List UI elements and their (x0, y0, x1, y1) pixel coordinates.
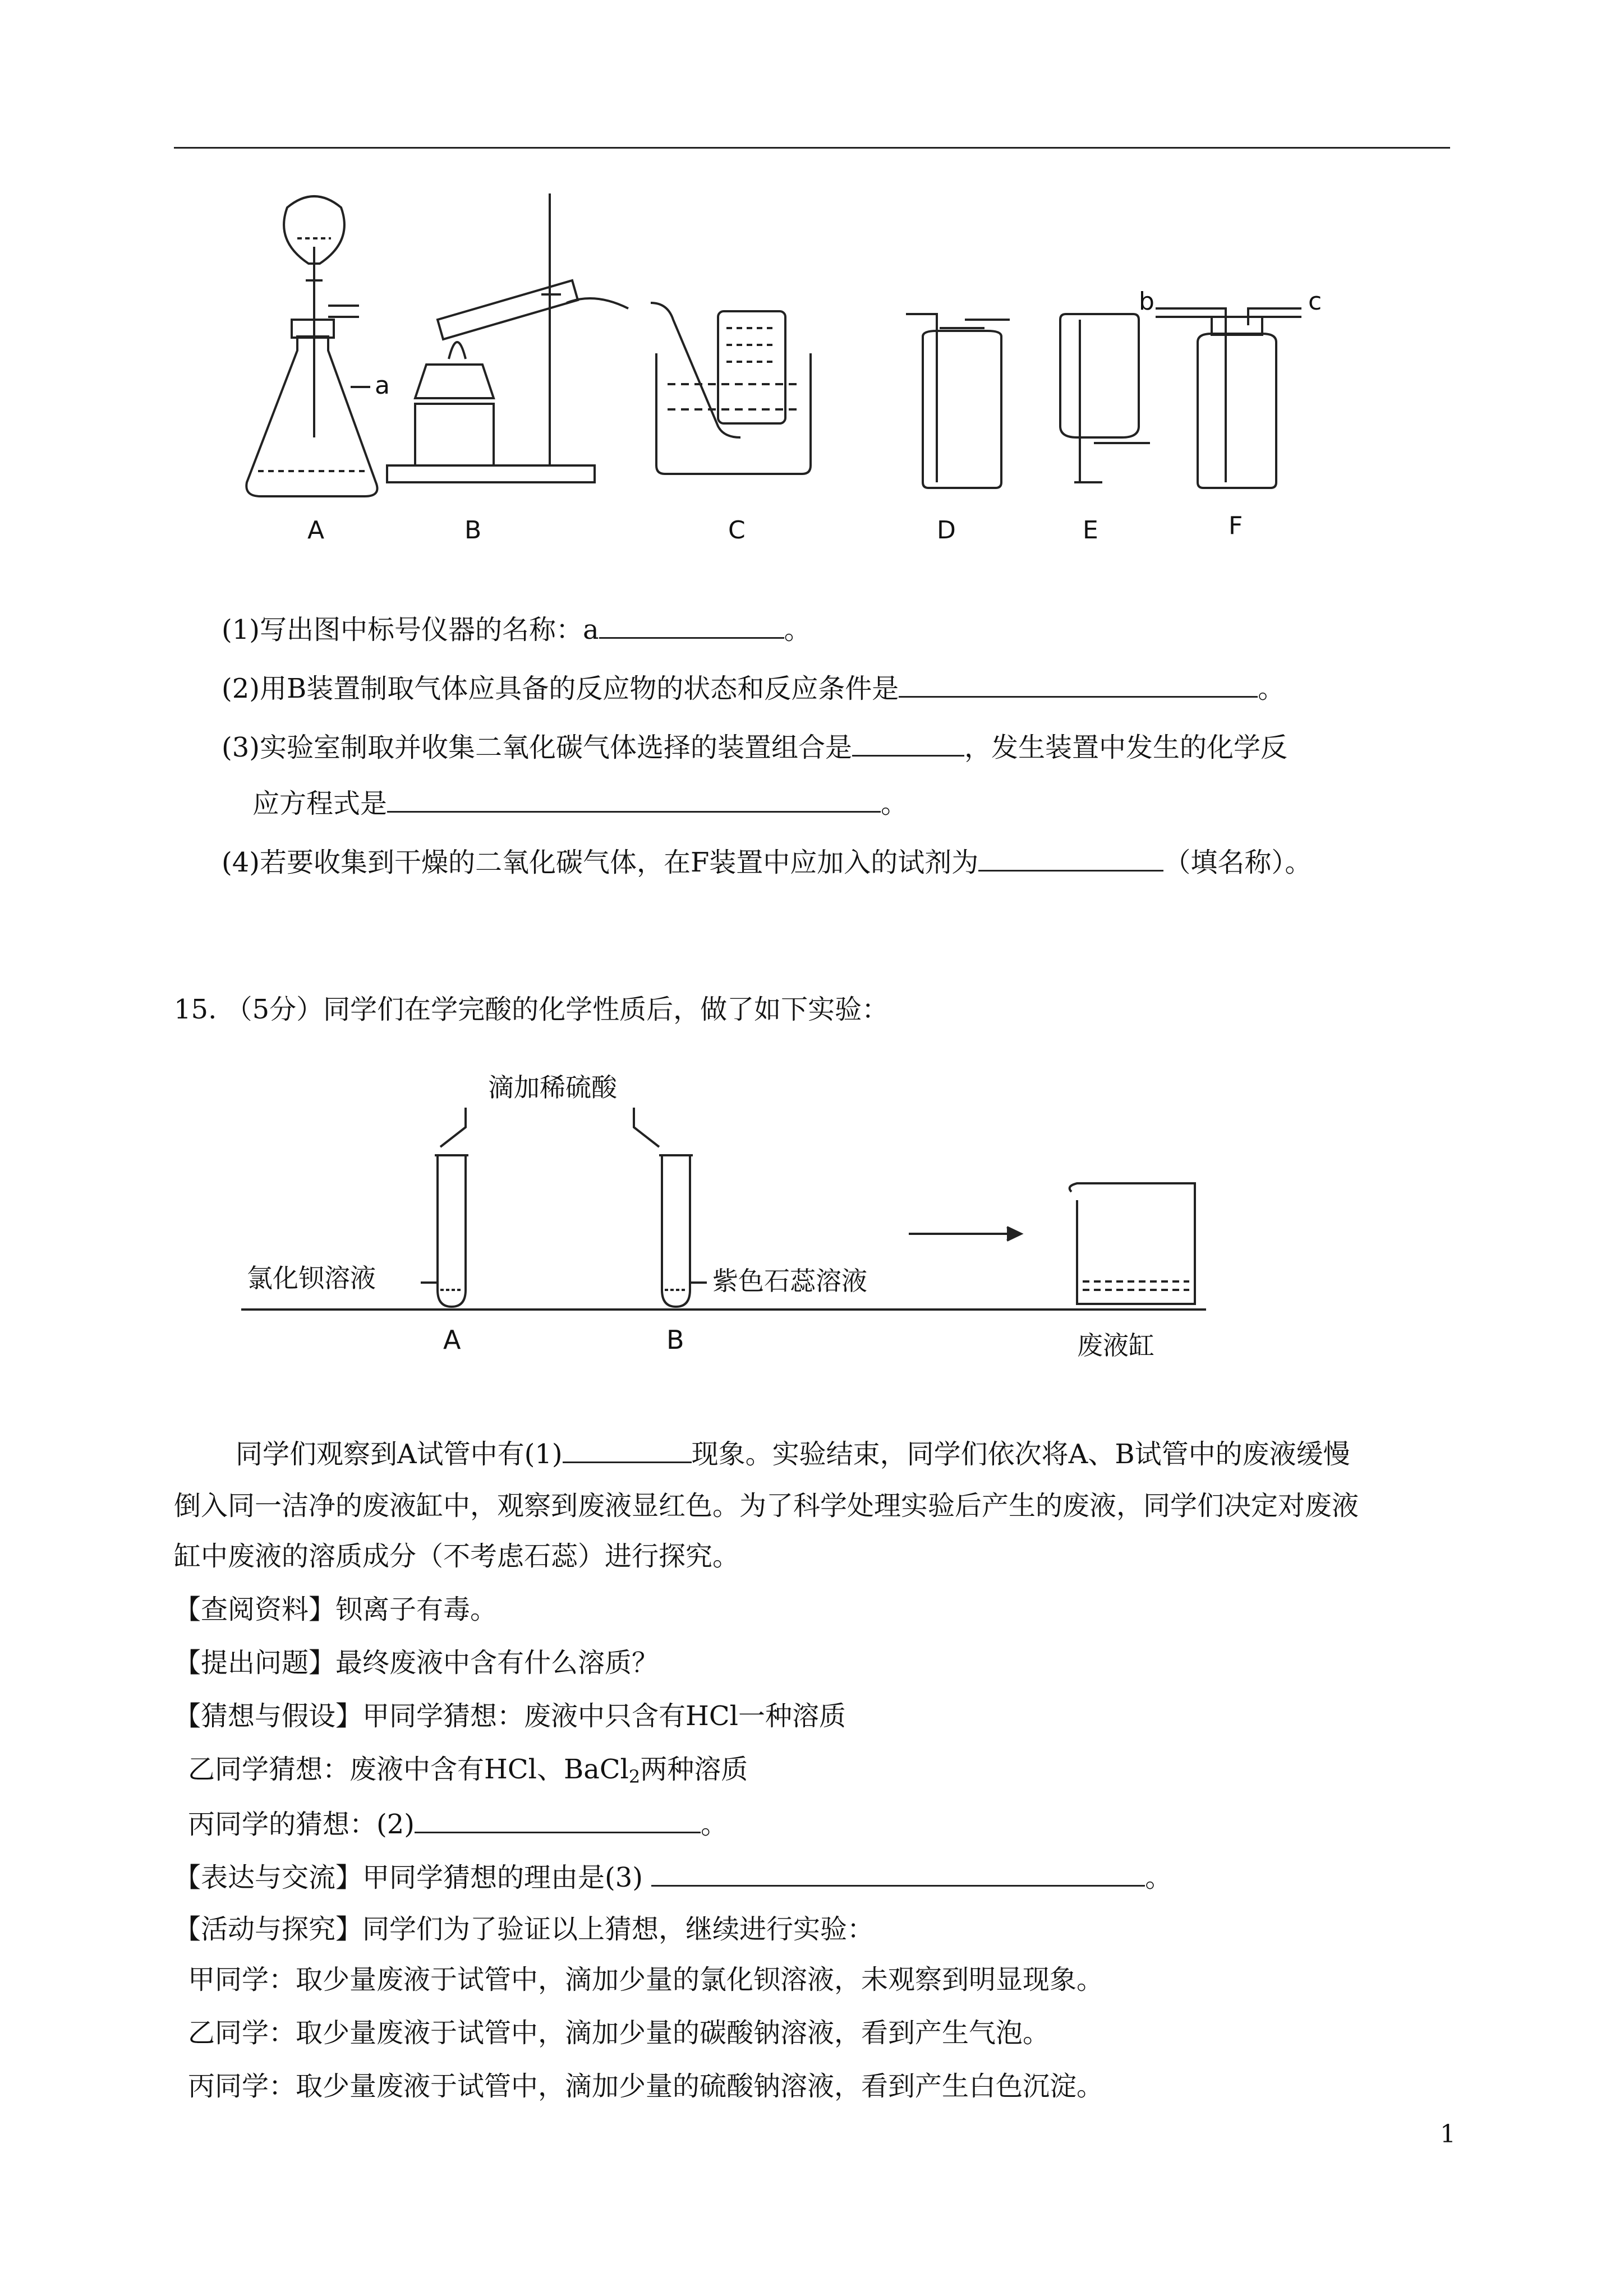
answer-blank[interactable] (852, 729, 964, 757)
apparatus-label-a: A (307, 516, 325, 545)
answer-blank[interactable] (599, 611, 784, 639)
page-number: 1 (1440, 2120, 1456, 2149)
q15-exp-c: 丙同学：取少量废液于试管中，滴加少量的硫酸钠溶液，看到产生白色沉淀。 (188, 2071, 1104, 2102)
answer-blank[interactable] (651, 1859, 1145, 1887)
apparatus-c (651, 303, 811, 474)
apparatus-d (906, 314, 1010, 488)
tube-b-label: B (666, 1325, 684, 1355)
q14-part3: (3)实验室制取并收集二氧化碳气体选择的装置组合是 ，发生装置中发生的化学反 (222, 729, 1287, 764)
q15-activity: 【活动与探究】同学们为了验证以上猜想，继续进行实验： (174, 1914, 875, 1945)
q14-part4: (4)若要收集到干燥的二氧化碳气体，在F装置中应加入的试剂为 （填名称）。 (222, 844, 1312, 879)
q15-info: 【查阅资料】钡离子有毒。 (174, 1594, 498, 1625)
apparatus-label-d: D (937, 516, 956, 545)
q15-guess-c: 丙同学的猜想：(2) 。 (188, 1806, 728, 1841)
reagent-label-dilute-sulfuric-acid: 滴加稀硫酸 (488, 1072, 617, 1103)
q15-guess: 【猜想与假设】甲同学猜想：废液中只含有HCl一种溶质 (174, 1700, 846, 1732)
label-a: a (375, 371, 390, 400)
apparatus-figure (236, 191, 1414, 550)
answer-blank[interactable] (978, 844, 1163, 872)
answer-blank[interactable] (415, 1806, 701, 1833)
apparatus-f (1156, 308, 1301, 488)
apparatus-a (246, 196, 377, 496)
apparatus-label-e: E (1083, 516, 1098, 545)
header-rule (174, 147, 1450, 149)
q14-part3-line2: 应方程式是 。 (252, 785, 908, 820)
label-c: c (1308, 287, 1322, 316)
beaker-label: 废液缸 (1077, 1330, 1154, 1361)
answer-blank[interactable] (563, 1436, 692, 1463)
acid-experiment-figure (241, 1066, 1240, 1368)
q14-part2: (2)用B装置制取气体应具备的反应物的状态和反应条件是 。 (222, 670, 1285, 706)
q15-exp-b: 乙同学：取少量废液于试管中，滴加少量的碳酸钠溶液，看到产生气泡。 (188, 2017, 1050, 2049)
q15-guess-b: 乙同学猜想：废液中含有HCl、BaCl$_2$两种溶质 (188, 1754, 748, 1787)
apparatus-b (387, 193, 628, 482)
q15-header: 15. （5分）同学们在学完酸的化学性质后，做了如下实验： (174, 994, 889, 1025)
test-tube-b (662, 1155, 690, 1307)
q15-question: 【提出问题】最终废液中含有什么溶质？ (174, 1647, 659, 1679)
waste-beaker (1070, 1183, 1195, 1304)
apparatus-e (1060, 314, 1150, 482)
answer-blank[interactable] (387, 785, 881, 813)
tube-a-label: A (443, 1325, 461, 1355)
answer-blank[interactable] (899, 670, 1258, 698)
q14-part1: (1)写出图中标号仪器的名称：a 。 (222, 611, 811, 647)
reagent-label-barium-chloride: 氯化钡溶液 (247, 1263, 376, 1293)
q15-para-line3: 缸中废液的溶质成分（不考虑石蕊）进行探究。 (174, 1541, 740, 1572)
reagent-label-litmus: 紫色石蕊溶液 (712, 1266, 867, 1296)
test-tube-a (438, 1155, 466, 1307)
apparatus-label-b: B (464, 516, 482, 545)
apparatus-label-f: F (1229, 511, 1243, 540)
apparatus-label-c: C (728, 516, 746, 545)
q15-para-line2: 倒入同一洁净的废液缸中，观察到废液显红色。为了科学处理实验后产生的废液，同学们决定对废液 (174, 1490, 1359, 1522)
q15-exp-a: 甲同学：取少量废液于试管中，滴加少量的氯化钡溶液，未观察到明显现象。 (188, 1964, 1104, 1995)
q15-para-line1: 同学们观察到A试管中有(1) 现象。实验结束，同学们依次将A、B试管中的废液缓慢 (236, 1436, 1350, 1471)
label-b: b (1139, 287, 1154, 316)
q15-express: 【表达与交流】甲同学猜想的理由是(3) 。 (174, 1859, 1172, 1894)
